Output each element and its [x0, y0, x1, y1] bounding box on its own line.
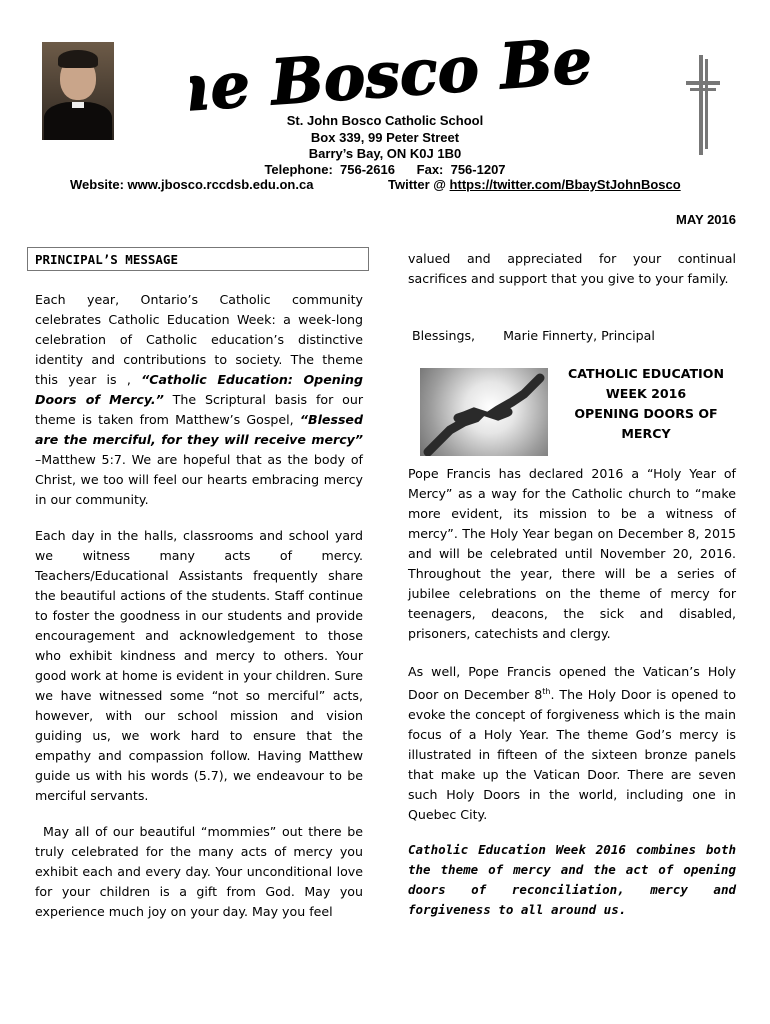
issue-date: MAY 2016: [676, 212, 736, 227]
theme-quote: “Catholic Education: Opening Doors of Mercy.”: [35, 372, 364, 407]
cew-heading: CATHOLIC EDUCATION WEEK 2016 OPENING DOORS OF MERCY: [567, 366, 724, 441]
principal-paragraph-3-continued: valued and appreciated for your continual sacrifices and support that you give to your family.: [408, 251, 736, 286]
principal-heading: PRINCIPAL’S MESSAGE: [27, 247, 369, 271]
school-name: St. John Bosco Catholic School: [286, 113, 484, 128]
scripture-quote: “Blessed are the merciful, for they will receive mercy”: [35, 412, 363, 447]
school-twitter: [388, 177, 681, 192]
school-address-2: Barry’s Bay, ON K0J 1B0: [308, 146, 462, 161]
principal-paragraph-1: Each year, Ontario’s Catholic community celebrates Catholic Education Week: a week-long celebration of Catholic education’s distinctive identity and contributions to society. The theme this year is , “Catholic Education: Opening Doors of Mercy.” The Scriptural basis for our theme is taken from Matthew’s Gospel, “Blessed are the merciful, for they will receive mercy” –Matthew 5:7. We are hopeful that as the body of Christ, we too will feel our hearts embracing mercy in our community.: [35, 292, 364, 507]
principal-paragraph-2: Each day in the halls, classrooms and school yard we witness many acts of mercy. Teachers/Educational Assistants frequently share the beautiful actions of the students. Staff continue to foster the goodness in our students and provide encouragement and acknowledgement to those who exhibit kindness and mercy to others. Your good work at home is evident in your children. Sure we have witnessed some “not so merciful” acts, however, with our school mission and vision guiding us, we work hard to ensure that the empathy and compassion follow. Having Matthew guide us with his words (5.7), we endeavour to be merciful servants.: [35, 528, 363, 803]
school-phone: Telephone: 756-2616 Fax: 756-1207: [264, 162, 506, 177]
principal-signature: Marie Finnerty, Principal: [503, 328, 655, 343]
school-address-1: Box 339, 99 Peter Street: [310, 130, 460, 145]
cew-closing: Catholic Education Week 2016 combines both the theme of mercy and the act of opening doors of reconciliation, mercy and forgiveness to all around us.: [408, 842, 736, 917]
cew-paragraph-2: As well, Pope Francis opened the Vatican’s Holy Door on December 8th. The Holy Door is opened to evoke the concept of forgiveness which is the main focus of a Holy Year. The theme God’s mercy is illustrated in fifteen of the sixteen bronze panels that make up the Vatican Door. There are seven such Holy Doors in the world, including one in Quebec City.: [408, 664, 736, 823]
masthead-title: The Bosco Beat: [190, 26, 590, 116]
school-website: Website: www.jbosco.rccdsb.edu.on.ca: [70, 177, 314, 192]
blessings: Blessings,: [412, 328, 476, 343]
twitter-label: Twitter @: [388, 177, 450, 192]
cew-paragraph-1: Pope Francis has declared 2016 a “Holy Year of Mercy” as a way for the Catholic church to “make more evident, its mission to be a witness of mercy”. The Holy Year began on December 8, 2015 and will be celebrated until November 20, 2016. Throughout the year, there will be a series of jubilee celebrations on the theme of mercy for teenagers, deacons, the sick and disabled, prisoners, catechists and clergy.: [408, 466, 736, 641]
principal-paragraph-3: May all of our beautiful “mommies” out there be truly celebrated for the many acts of mercy you exhibit each and every day. Your unconditional love for your children is a gift from God. May you experience much joy on your day. May you feel: [35, 824, 363, 919]
principal-signoff: [412, 328, 655, 343]
twitter-link[interactable]: https://twitter.com/BbayStJohnBosco: [449, 177, 681, 192]
masthead-logo: [190, 26, 590, 116]
reaching-hands-image: [420, 368, 548, 456]
